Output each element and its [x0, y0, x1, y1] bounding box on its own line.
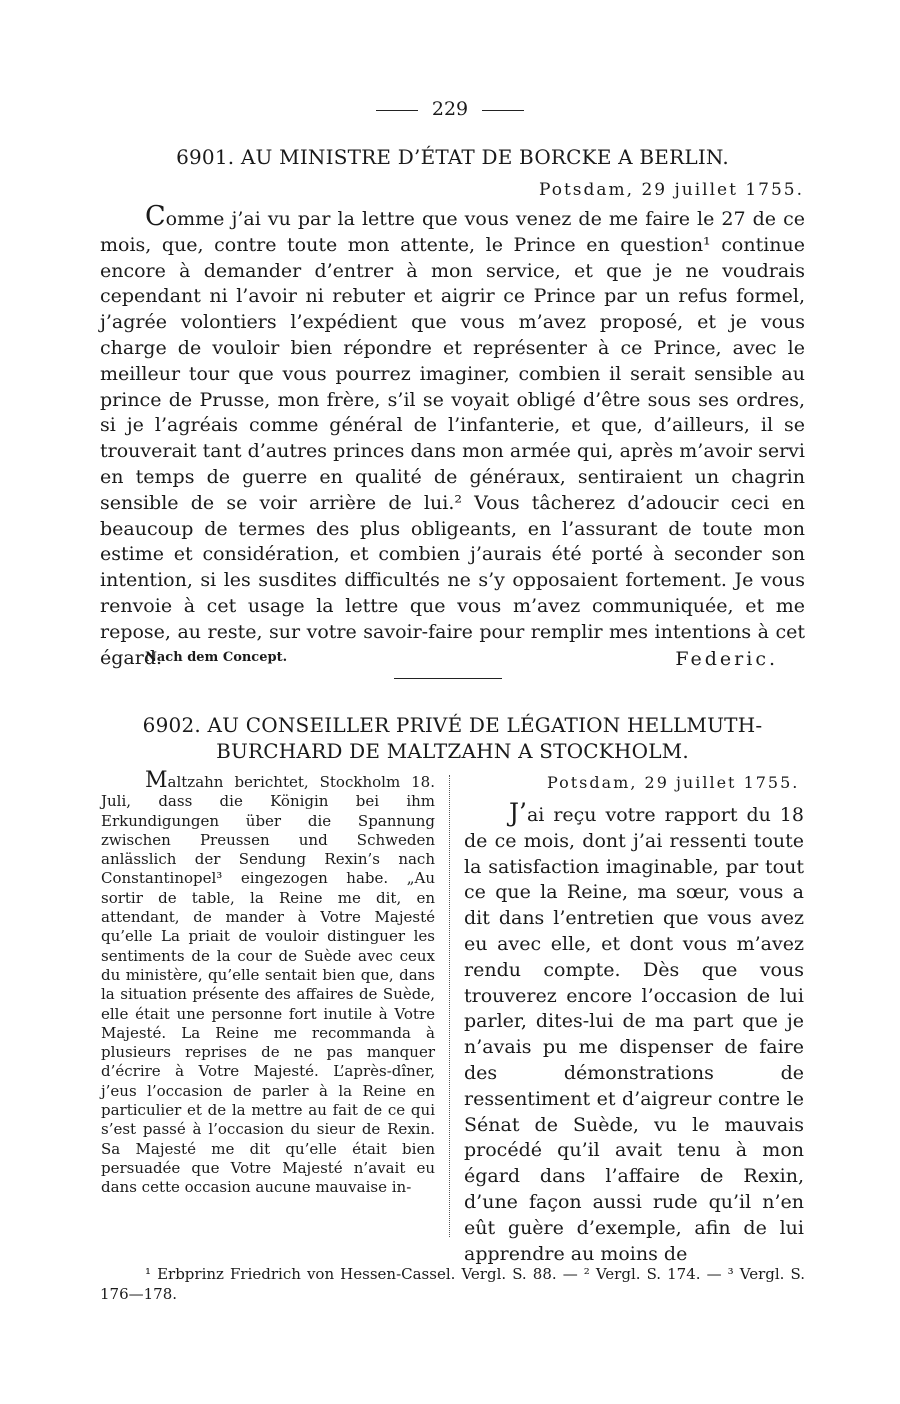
column-divider	[449, 775, 450, 1237]
page-number: 229	[431, 98, 469, 120]
letter-6901-title: 6901. AU MINISTRE D’ÉTAT DE BORCKE A BERLIN.	[176, 145, 729, 169]
section-separator	[394, 678, 502, 679]
letter-6902-summary: Maltzahn berichtet, Stockholm 18. Juli, dass die Königin bei ihm Erkundigungen über die Spannung zwischen Preussen und Schweden anlässlich der Sendung Rexin’s nach Constantinopel³ eingezogen habe. „Au sortir de table, la Reine me dit, en attendant, de mander à Votre Majesté qu’elle La priait de vouloir distinguer les sentiments de la cour de Suède avec ceux du ministère, qu’elle sentait bien que, dans la situation présente des affaires de Suède, elle était une personne fort inutile à Votre Majesté. La Reine me recommanda à plusieurs reprises de ne pas manquer d’écrire à Votre Majesté. L’après-dîner, j’eus l’occasion de parler à la Reine en particulier et de la mettre au fait de ce qui s’est passé à l’occasion du sieur de Rexin. Sa Majesté me dit qu’elle était bien persuadée que Votre Majesté n’avait eu dans cette occasion aucune mauvaise in-	[101, 768, 435, 1197]
header-rule-right	[482, 110, 524, 111]
letter-6901-signature: Federic.	[675, 648, 778, 670]
letter-6902-dateline: Potsdam, 29 juillet 1755.	[547, 773, 800, 792]
letter-6902-title: 6902. AU CONSEILLER PRIVÉ DE LÉGATION HELLMUTH-BURCHARD DE MALTZAHN A STOCKHOLM.	[142, 713, 763, 763]
page-header	[0, 98, 900, 120]
header-rule-left	[376, 110, 418, 111]
letter-6902-body: J’ai reçu votre rapport du 18 de ce mois, dont j’ai ressenti toute la satisfaction imaginable, par tout ce que la Reine, ma sœur, vous a dit dans l’entretien que vous avez eu avec elle, et dont vous m’avez rendu compte. Dès que vous trouverez encore l’occasion de lui parler, dites-lui de ma part que je n’avais pu me dispenser de faire des démonstrations de ressentiment et d’aigreur contre le Sénat de Suède, vu le mauvais procédé qu’il avait tenu à mon égard dans l’affaire de Rexin, d’une façon aussi rude qu’il n’en eût guère d’exemple, afin de lui apprendre au moins de	[464, 798, 804, 1265]
letter-6901-dateline: Potsdam, 29 juillet 1755.	[538, 180, 804, 200]
footnotes: ¹ Erbprinz Friedrich von Hessen-Cassel. Vergl. S. 88. — ² Vergl. S. 174. — ³ Vergl. S. 176—178.	[100, 1265, 805, 1303]
letter-6901-source-note: Nach dem Concept.	[145, 650, 288, 665]
letter-6901-body: Comme j’ai vu par la lettre que vous venez de me faire le 27 de ce mois, que, contre toute mon attente, le Prince en question¹ continue encore à demander d’entrer à mon service, et que je ne voudrais cependant ni l’avoir ni rebuter et aigrir ce Prince par un refus formel, j’agrée volontiers l’expédient que vous m’avez proposé, et je vous charge de vouloir bien répondre et représenter à ce Prince, avec le meilleur tour que vous pourrez imaginer, combien il serait sensible au prince de Prusse, mon frère, s’il se voyait obligé d’être sous ses ordres, si je l’agréais comme général de l’infanterie, et que, d’ailleurs, il se trouverait tant d’autres princes dans mon armée qui, après m’avoir servi en temps de guerre en qualité de généraux, sentiraient un chagrin sensible de se voir arrière de lui.² Vous tâcherez d’adoucir ceci en beaucoup de termes des plus obligeants, en l’assurant de toute mon estime et considération, et combien j’aurais été porté à seconder son intention, si les susdites difficultés ne s’y opposaient fortement. Je vous renvoie à cet usage la lettre que vous m’avez communiquée, et me repose, au reste, sur votre savoir-faire pour remplir mes intentions à cet égard.	[100, 201, 805, 669]
